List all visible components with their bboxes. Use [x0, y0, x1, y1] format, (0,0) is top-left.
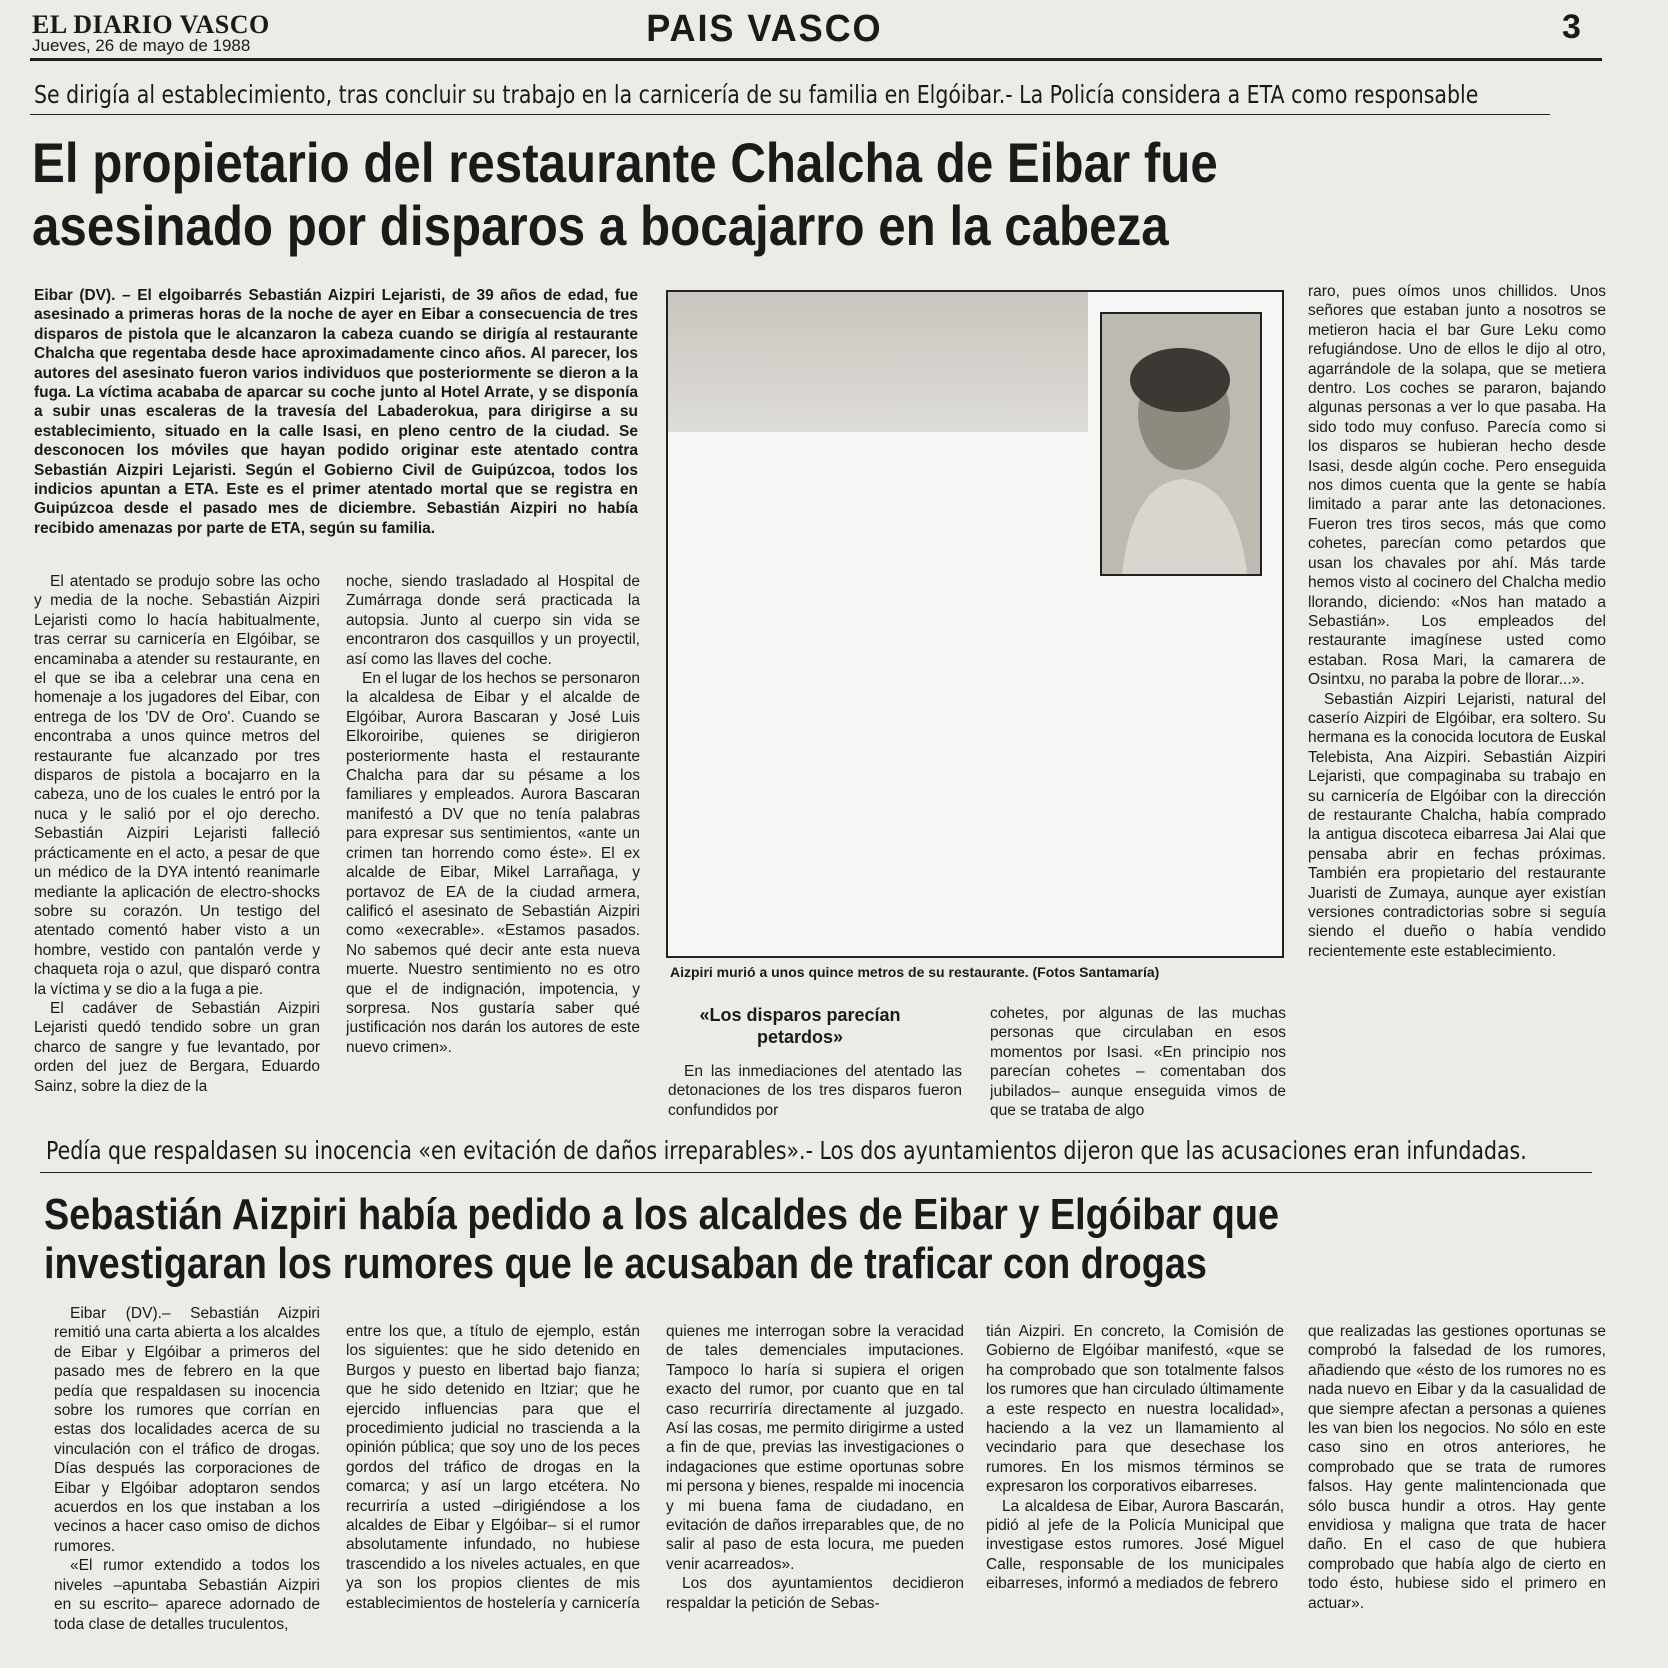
- story2-headline: [44, 1190, 1279, 1289]
- story1-col2-para2: En el lugar de los hechos se personaron la alcaldesa de Eibar y el alcalde de Elgóibar, Aurora Bascaran y José Luis Elkoroiribe, quienes se dirigieron posteriormente hasta el restaurante Chalcha para dar su pésame a los familiares y empleados. Aurora Bascaran manifestó a DV que no tenía palabras para expresar sus sentimientos, «ante un crimen tan horrendo como éste». El ex alcalde de Eibar, Mikel Larrañaga, y portavoz de EA de la ciudad armera, calificó el asesinato de Sebastián Aizpiri como «execrable». «Estamos pasados. No sabemos qué decir ante esta nueva muerte. Nuestro sentimiento no es otro que el de indignación, impotencia, y sorpresa. Nos gustaría saber qué justificación nos darán los autores de este nuevo crimen».: [346, 670, 640, 1056]
- story1-col1-para1: El atentado se produjo sobre las ocho y media de la noche. Sebastián Aizpiri Lejaristi como lo hacía habitualmente, tras cerrar su carnicería en Elgóibar, se encaminaba a atender su restaurante, en el que se iba a celebrar una cena en homenaje a los jugadores del Eibar, con entrega de los 'DV de Oro'. Cuando se encontraba a unos quince metros del restaurante fue alcanzado por tres disparos de pistola a bocajarro en la cabeza, uno de los cuales le entró por la nuca y le salió por el ojo derecho. Sebastián Aizpiri Lejaristi falleció prácticamente en el acto, a pesar de que un médico de la DYA intentó reanimarle mediante la aplicación de electro-shocks sobre su corazón. Un testigo del atentado comentó haber visto a un hombre, vestido con pantalón verde y chaqueta roja o azul, que disparó contra la víctima y se dio a la fuga a pie.: [34, 573, 320, 998]
- photo-caption: Aizpiri murió a unos quince metros de su restaurante. (Fotos Santamaría): [670, 964, 1160, 980]
- story2-kicker: Pedía que respaldasen su inocencia «en evitación de daños irreparables».- Los dos ayuntamientos dijeron que las acusaciones eran infundadas.: [46, 1136, 1527, 1165]
- story1-lead: Eibar (DV). – El elgoibarrés Sebastián Aizpiri Lejaristi, de 39 años de edad, fue asesinado a primeras horas de la noche de ayer en Eibar a consecuencia de tres disparos de pistola que le alcanzaron la cabeza cuando se dirigía al restaurante Chalcha que regentaba desde hace aproximadamente cinco años. Al parecer, los autores del asesinato fueron varios individuos que posteriormente se dieron a la fuga. La víctima acababa de aparcar su coche junto al Hotel Arrate, y se disponía a subir unas escaleras de la travesía del Labaderokua, para dirigirse a su establecimiento, situado en la calle Isasi, en pleno centro de la ciudad. Se desconocen los móviles que hayan podido originar este atentado contra Sebastián Aizpiri Lejaristi. Según el Gobierno Civil de Guipúzcoa, todos los indicios apuntan a ETA. Este es el primer atentado mortal que se registra en Guipúzcoa desde el pasado mes de diciembre. Sebastián Aizpiri no había recibido amenazas por parte de ETA, según su familia.: [34, 287, 638, 537]
- kicker-underline: [30, 114, 1550, 115]
- story1-col4-para1: cohetes, por algunas de las muchas personas que circulaban en esos momentos por Isasi. «En principio nos parecían cohetes – comentaban dos jubilados– aunque enseguida vimos de que se trataba de algo: [990, 1005, 1286, 1120]
- story2-headline-line1: Sebastián Aizpiri había pedido a los alcaldes de Eibar y Elgóibar que: [44, 1190, 1280, 1239]
- newspaper-name: EL DIARIO VASCO: [32, 10, 270, 39]
- story1-headline: [32, 132, 1218, 257]
- photo-texture: [668, 292, 1088, 432]
- victim-portrait: [1100, 312, 1262, 576]
- story1-column-5: [1308, 282, 1606, 1122]
- story1-col1-para2: El cadáver de Sebastián Aizpiri Lejaristi quedó tendido sobre un gran charco de sangre y fue levantado, por orden del juez de Bergara, Eduardo Sainz, sobre la diez de la: [34, 999, 320, 1095]
- story1-col3-para1: En las inmediaciones del atentado las detonaciones de los tres disparos fueron confundidos por: [668, 1063, 962, 1119]
- story1-column-1: [34, 572, 320, 1122]
- story1-subhead: «Los disparos parecían petardos»: [699, 1005, 901, 1047]
- story2-col3-para1: quienes me interrogan sobre la veracidad de tales demenciales imputaciones. Tampoco lo haría si supiera el origen exacto del rumor, por cuanto que en tal caso recurriría directamente al juzgado. Así las cosas, me permito dirigirme a usted a fin de que, previas las investigaciones o indagaciones que estime oportunas sobre mi persona y bienes, respalde mi inocencia y mi buena fama de ciudadano, en evitación de daños irreparables que, de no salir al paso de esta locura, me pueden venir acarreados».: [666, 1323, 964, 1573]
- story1-col2-para1: noche, siendo trasladado al Hospital de Zumárraga donde será practicada la autopsia. Junto al cuerpo sin vida se encontraron dos casquillos y un proyectil, así como las llaves del coche.: [346, 573, 640, 668]
- story2-column-4: [986, 1322, 1284, 1660]
- story1-column-2: [346, 572, 640, 1112]
- masthead-rule: [30, 58, 1602, 61]
- story2-kicker-underline: [40, 1172, 1592, 1173]
- story2-headline-line2: investigaran los rumores que le acusaban de traficar con drogas: [44, 1239, 1207, 1289]
- story2-col4-para2: La alcaldesa de Eibar, Aurora Bascarán, pidió al jefe de la Policía Municipal que investigase estos rumores. José Miguel Calle, responsable de los municipales eibarreses, informó a mediados de febrero: [986, 1497, 1284, 1593]
- story1-headline-line2: asesinado por disparos a bocajarro en la cabeza: [32, 193, 1169, 257]
- story2-col3-para2: Los dos ayuntamientos decidieron respaldar la petición de Sebas-: [666, 1575, 964, 1612]
- story2-column-5: [1308, 1322, 1606, 1660]
- story2-col5-para1: que realizadas las gestiones oportunas se comprobó la falsedad de los rumores, añadiendo que «ésto de los rumores no es nada nuevo en Eibar y da la casualidad de que siempre afectan a personas a quienes les van bien los negocios. No sólo en este caso sino en otros anteriores, he comprobado que se trata de rumores falsos. Hay gente malintencionada que sólo busca hundir a otros. Hay gente envidiosa y maligna que trata de hacer daño. En el caso de que hubiera comprobado que había algo de cierto en todo ésto, hubiese sido el primero en actuar».: [1308, 1323, 1606, 1612]
- story2-col2-para1: entre los que, a título de ejemplo, están los siguientes: que he sido detenido en Burgos y puesto en libertad bajo fianza; que he sido detenido en Itziar; que he ejercido influencias para que el procedimiento judicial no trascienda a la opinión pública; que soy uno de los peces gordos del tráfico de drogas en la comarca; y así un largo etcétera. No recurriría a usted –dirigiéndose a los alcaldes de Eibar y Elgóibar– si el rumor absolutamente infundado, no hubiese trascendido a los niveles actuales, en que ya son los propios clientes de mis establecimientos de hostelería y carnicería: [346, 1323, 640, 1612]
- story1-headline-line1: El propietario del restaurante Chalcha de Eibar fue: [32, 131, 1218, 194]
- portrait-icon: [1102, 314, 1260, 574]
- story1-kicker: Se dirigía al establecimiento, tras concluir su trabajo en la carnicería de su familia en Elgóibar.- La Policía considera a ETA como responsable: [34, 80, 1479, 109]
- story1-col5-para1: raro, pues oímos unos chillidos. Unos señores que estaban junto a nosotros se metieron hacia el bar Gure Leku como refugiándose. Uno de ellos le dijo al otro, agarrándole de la solapa, que se metiera dentro. Los coches se pararon, bajando algunas personas a ver lo que pasaba. Ha sido todo muy confuso. Parecía como si los disparos se hubieran hecho desde Isasi, desde algún coche. Pero enseguida nos dimos cuenta que la gente se había limitado a parar ante las detonaciones. Fueron tres tiros secos, más que como cohetes, parecían como petardos que usan los chavales por ahí. Más tarde hemos visto al cocinero del Chalcha medio llorando, diciendo: «Nos han matado a Sebastián». Los empleados del restaurante imagínese usted como estaban. Rosa Mari, la camarera de Osintxu, no paraba la pobre de llorar...».: [1308, 283, 1606, 689]
- story2-column-2: [346, 1322, 640, 1660]
- story2-col4-para1: tián Aizpiri. En concreto, la Comisión de Gobierno de Elgóibar manifestó, «que se ha comprobado que son totalmente falsos los rumores que han circulado últimamente a este respecto en nuestra localidad», haciendo a la vez un llamamiento al vecindario para que desechase los rumores. En los mismos términos se expresaron los corporativos eibarreses.: [986, 1323, 1284, 1496]
- page-number: 3: [1562, 8, 1581, 46]
- story2-col1-para1: Eibar (DV).– Sebastián Aizpiri remitió una carta abierta a los alcaldes de Eibar y Elgóibar a primeros del pasado mes de febrero en la que pedía que respaldasen su inocencia sobre los rumores que corrían en estas dos localidades acerca de su vinculación con el tráfico de drogas. Días después las corporaciones de Eibar y Elgóibar adoptaron sendos acuerdos en los que instaban a los vecinos a hacer caso omiso de dichos rumores.: [54, 1305, 320, 1555]
- story1-column-4: [990, 1004, 1286, 1122]
- story2-column-3: [666, 1322, 964, 1660]
- story2-col1-para2: «El rumor extendido a todos los niveles –apuntaba Sebastián Aizpiri en su escrito– aparece adornado de toda clase de detalles truculentos,: [54, 1557, 320, 1633]
- story2-column-1: [54, 1304, 320, 1660]
- crime-scene-photo: [666, 290, 1284, 958]
- story1-col5-para2: Sebastián Aizpiri Lejaristi, natural del caserío Aizpiri de Elgóibar, era soltero. Su hermana es la conocida locutora de Euskal Telebista, Ana Aizpiri. Sebastián Aizpiri Lejaristi, que compaginaba su trabajo en su carnicería de Elgóibar con la dirección de restaurante Chalcha, había comprado la antigua discoteca eibarresa Jai Alai que pensaba abrir en fechas próximas. También era propietario del restaurante Juaristi de Zumaya, aunque ayer existían versiones contradictorias sobre si seguía siendo el dueño o había vendido recientemente este establecimiento.: [1308, 690, 1606, 960]
- section-title: PAIS VASCO: [646, 8, 883, 50]
- issue-date: Jueves, 26 de mayo de 1988: [32, 36, 251, 55]
- story1-column-3: [668, 1062, 962, 1122]
